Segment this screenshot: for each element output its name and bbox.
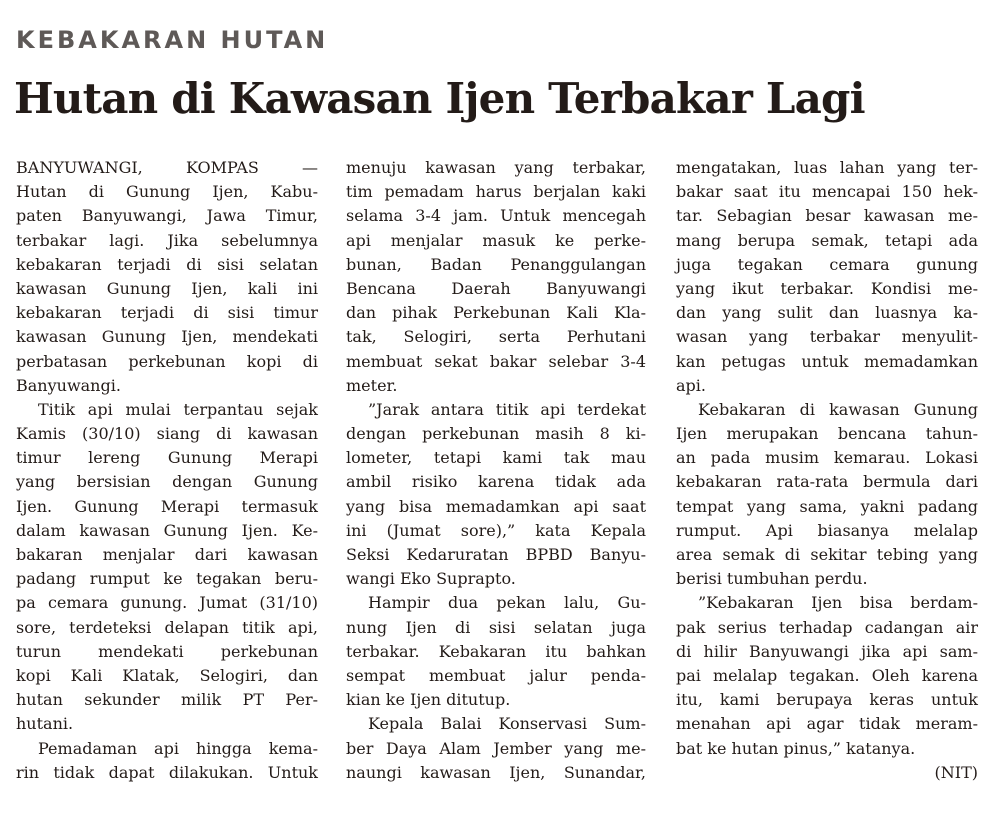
article-column-2 bbox=[346, 156, 646, 785]
text-line: tar. Sebagian besar kawasan me- bbox=[676, 206, 978, 226]
text-line: hutani. bbox=[16, 714, 74, 734]
text-line: Kebakaran di kawasan Gunung bbox=[698, 399, 978, 419]
text-line: yang bersisian dengan Gunung bbox=[16, 472, 318, 492]
text-line: kawasan Gunung Ijen, kali ini bbox=[16, 278, 318, 298]
text-line: yang ikut terbakar. Kondisi me- bbox=[676, 278, 978, 298]
text-line: Kepala Balai Konservasi Sum- bbox=[368, 714, 646, 734]
text-line: Ijen. Gunung Merapi termasuk bbox=[16, 496, 318, 516]
text-line: bakaran menjalar dari kawasan bbox=[16, 545, 318, 564]
text-line: ”Kebakaran Ijen bisa berdam- bbox=[698, 593, 978, 613]
text-line: wangi Eko Suprapto. bbox=[346, 569, 516, 589]
text-line: kebakaran terjadi di sisi selatan bbox=[16, 254, 318, 274]
text-line: timur lereng Gunung Merapi bbox=[16, 448, 318, 468]
text-line: Banyuwangi. bbox=[16, 375, 121, 395]
text-line: yang bisa memadamkan api saat bbox=[346, 496, 646, 516]
text-line: selama 3-4 jam. Untuk mencegah bbox=[346, 206, 646, 226]
text-line: rin tidak dapat dilakukan. Untuk bbox=[16, 762, 318, 782]
text-line: Kamis (30/10) siang di kawasan bbox=[16, 424, 318, 444]
text-line: menuju kawasan yang terbakar, bbox=[346, 158, 646, 177]
text-line: kopi Kali Klatak, Selogiri, dan bbox=[16, 665, 318, 685]
text-line: tim pemadam harus berjalan kaki bbox=[346, 182, 646, 202]
text-line: BANYUWANGI, KOMPAS — bbox=[16, 158, 318, 177]
text-line: berisi tumbuhan perdu. bbox=[676, 569, 868, 589]
text-line: rumput. Api biasanya melalap bbox=[676, 520, 978, 540]
text-line: Pemadaman api hingga kema- bbox=[38, 738, 318, 758]
text-line: terbakar. Kebakaran itu bahkan bbox=[346, 641, 646, 661]
text-line: juga tegakan cemara gunung bbox=[676, 254, 978, 274]
text-line: pa cemara gunung. Jumat (31/10) bbox=[16, 593, 318, 613]
text-line: terbakar lagi. Jika sebelumnya bbox=[16, 230, 318, 250]
text-line: hutan sekunder milik PT Per- bbox=[16, 690, 318, 710]
text-line: bakar saat itu mencapai 150 hek- bbox=[676, 182, 978, 202]
text-line: kebakaran rata-rata bermula dari bbox=[676, 472, 978, 492]
text-line: wasan yang terbakar menyulit- bbox=[676, 327, 978, 347]
text-line: perbatasan perkebunan kopi di bbox=[16, 351, 318, 371]
text-line: lometer, tetapi kami tak mau bbox=[346, 448, 646, 468]
article-column-3 bbox=[676, 156, 978, 785]
text-line: an pada musim kemarau. Lokasi bbox=[676, 448, 978, 468]
text-line: menahan api agar tidak meram- bbox=[676, 714, 978, 734]
text-line: dan yang sulit dan luasnya ka- bbox=[676, 303, 978, 323]
text-line: Hutan di Gunung Ijen, Kabu- bbox=[16, 182, 318, 202]
text-line: bunan, Badan Penanggulangan bbox=[346, 254, 646, 274]
text-line: nung Ijen di sisi selatan juga bbox=[346, 617, 646, 637]
text-line: padang rumput ke tegakan beru- bbox=[16, 569, 318, 589]
text-line: di hilir Banyuwangi jika api sam- bbox=[676, 641, 978, 661]
text-line: dalam kawasan Gunung Ijen. Ke- bbox=[16, 520, 318, 540]
text-line: pak serius terhadap cadangan air bbox=[676, 617, 978, 637]
text-line: Ijen merupakan bencana tahun- bbox=[676, 424, 978, 444]
text-line: ini (Jumat sore),” kata Kepala bbox=[346, 520, 646, 540]
text-line: tak, Selogiri, serta Perhutani bbox=[346, 327, 646, 347]
text-line: Bencana Daerah Banyuwangi bbox=[346, 278, 646, 298]
text-line: kebakaran terjadi di sisi timur bbox=[16, 303, 318, 323]
text-line: area semak di sekitar tebing yang bbox=[676, 545, 978, 564]
text-line: pai melalap tegakan. Oleh karena bbox=[676, 665, 978, 685]
text-line: mengatakan, luas lahan yang ter- bbox=[676, 158, 978, 177]
text-line: bat ke hutan pinus,” katanya. bbox=[676, 738, 916, 758]
section-kicker: KEBAKARAN HUTAN bbox=[16, 26, 329, 54]
text-line: api menjalar masuk ke perke- bbox=[346, 230, 646, 250]
text-line: kan petugas untuk memadamkan bbox=[676, 351, 978, 371]
text-line: dan pihak Perkebunan Kali Kla- bbox=[346, 303, 646, 323]
text-line: turun mendekati perkebunan bbox=[16, 641, 318, 661]
text-line: sore, terdeteksi delapan titik api, bbox=[16, 617, 318, 637]
text-line: tempat yang sama, yakni padang bbox=[676, 496, 978, 516]
text-line: ”Jarak antara titik api terdekat bbox=[368, 399, 646, 419]
article-headline: Hutan di Kawasan Ijen Terbakar Lagi bbox=[14, 74, 865, 123]
text-line: dengan perkebunan masih 8 ki- bbox=[346, 424, 646, 444]
text-line: mang berupa semak, tetapi ada bbox=[676, 230, 978, 250]
text-line: naungi kawasan Ijen, Sunandar, bbox=[346, 762, 646, 782]
text-line: kian ke Ijen ditutup. bbox=[346, 690, 511, 710]
text-line: Hampir dua pekan lalu, Gu- bbox=[368, 593, 646, 613]
text-line: kawasan Gunung Ijen, mendekati bbox=[16, 327, 318, 347]
text-line: sempat membuat jalur penda- bbox=[346, 665, 646, 685]
text-line: meter. bbox=[346, 375, 398, 395]
text-line: membuat sekat bakar selebar 3-4 bbox=[346, 351, 646, 371]
text-line: itu, kami berupaya keras untuk bbox=[676, 690, 978, 710]
byline-initials: (NIT) bbox=[934, 762, 978, 782]
text-line: paten Banyuwangi, Jawa Timur, bbox=[16, 206, 318, 226]
text-line: Titik api mulai terpantau sejak bbox=[38, 399, 318, 419]
text-line: ber Daya Alam Jember yang me- bbox=[346, 738, 646, 758]
article-column-1 bbox=[16, 156, 318, 785]
text-line: ambil risiko karena tidak ada bbox=[346, 472, 646, 492]
text-line: api. bbox=[676, 375, 706, 395]
text-line: Seksi Kedaruratan BPBD Banyu- bbox=[346, 545, 646, 564]
